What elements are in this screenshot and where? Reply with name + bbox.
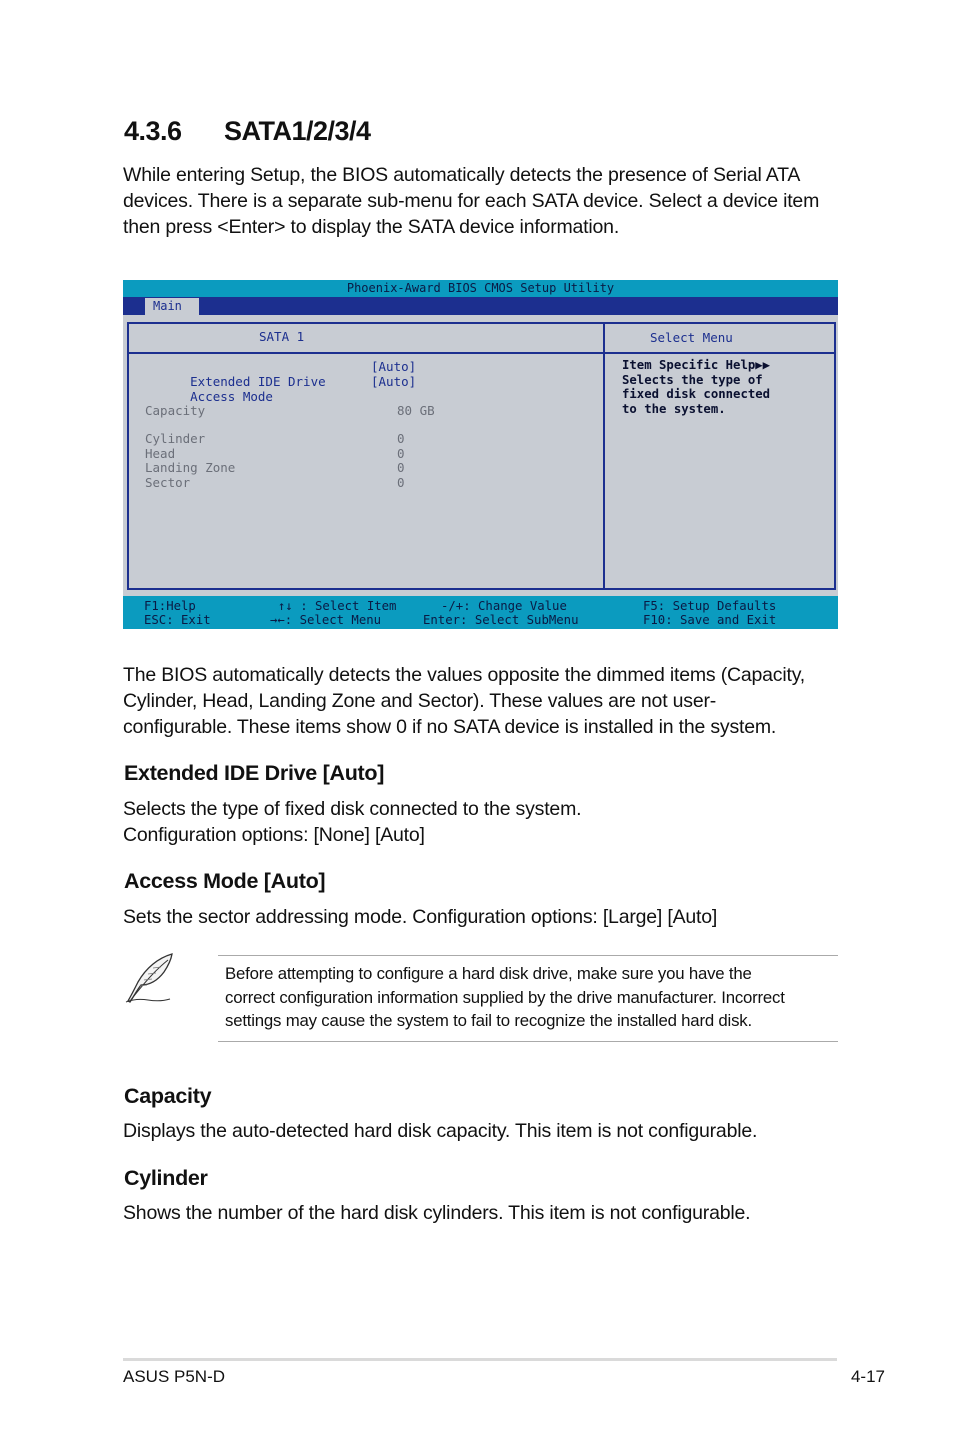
key-f1-help: F1:Help — [144, 599, 196, 613]
section-number: 4.3.6 — [124, 116, 182, 146]
bios-item-label: Access Mode — [190, 389, 273, 404]
help-line: Selects the type of — [622, 372, 763, 387]
section-title: SATA1/2/3/4 — [224, 116, 371, 146]
para-line: configurable. These items show 0 if no SATA device is installed in the system. — [123, 716, 777, 738]
intro-line: devices. There is a separate sub-menu for each SATA device. Select a device item — [123, 190, 820, 212]
bios-help-title: Select Menu — [650, 330, 733, 345]
extended-ide-paragraph — [123, 796, 843, 848]
key-esc-exit: ESC: Exit — [144, 613, 211, 627]
bios-capacity-label: Capacity — [145, 403, 206, 418]
help-line: fixed disk connected — [622, 387, 771, 401]
key-change-value: -/+: Change Value — [441, 599, 567, 613]
bios-help-text — [622, 358, 770, 416]
extended-ide-heading: Extended IDE Drive [Auto] — [124, 761, 385, 785]
para-line: Cylinder, Head, Landing Zone and Sector). These values are not user- — [123, 690, 717, 712]
bios-panel-title: SATA 1 — [259, 329, 305, 344]
bios-head-value: 0 — [397, 446, 405, 461]
note-line: Before attempting to configure a hard disk drive, make sure you have the — [225, 964, 752, 983]
intro-line: While entering Setup, the BIOS automatically detects the presence of Serial ATA — [123, 164, 801, 186]
key-enter-submenu: Enter: Select SubMenu — [423, 613, 579, 627]
bios-cylinder-label: Cylinder — [145, 431, 206, 446]
key-select-item: ↑↓ : Select Item — [278, 599, 397, 613]
bios-landing-zone-label: Landing Zone — [145, 460, 236, 475]
intro-paragraph — [123, 162, 843, 240]
cylinder-heading: Cylinder — [124, 1166, 208, 1190]
access-mode-heading: Access Mode [Auto] — [124, 869, 326, 893]
bios-help-divider — [605, 352, 834, 354]
bios-menu-bar — [123, 297, 838, 315]
capacity-heading: Capacity — [124, 1084, 212, 1108]
bios-key-legend — [123, 596, 838, 629]
bios-screen — [123, 280, 838, 629]
bios-item-value[interactable]: [Auto] — [371, 359, 417, 374]
bios-sector-value: 0 — [397, 475, 405, 490]
access-mode-paragraph: Sets the sector addressing mode. Configuration options: [Large] [Auto] — [123, 906, 718, 928]
bios-cylinder-value: 0 — [397, 431, 405, 446]
bios-title-bar: Phoenix-Award BIOS CMOS Setup Utility — [123, 280, 838, 297]
bios-capacity-value: 80 GB — [397, 403, 435, 418]
bios-settings-panel — [127, 322, 605, 590]
bios-tab-main[interactable]: Main — [145, 298, 199, 315]
footer-page-number: 4-17 — [850, 1367, 885, 1386]
capacity-paragraph: Displays the auto-detected hard disk capacity. This item is not configurable. — [123, 1120, 758, 1142]
key-select-menu: →←: Select Menu — [270, 613, 382, 627]
bios-item-label: Extended IDE Drive — [190, 374, 326, 389]
bios-item-value[interactable]: [Auto] — [371, 374, 417, 389]
bios-head-label: Head — [145, 446, 176, 461]
help-line: Item Specific Help▶▶ — [622, 358, 771, 372]
note-top-rule — [218, 955, 838, 956]
note-text — [225, 962, 835, 1033]
cylinder-paragraph: Shows the number of the hard disk cylinders. This item is not configurable. — [123, 1202, 751, 1224]
para-line: The BIOS automatically detects the values opposite the dimmed items (Capacity, — [123, 664, 806, 686]
key-f5-defaults: F5: Setup Defaults — [643, 599, 777, 613]
dimmed-items-paragraph — [123, 662, 863, 740]
note-line: correct configuration information supplied by the drive manufacturer. Incorrect — [225, 987, 785, 1007]
bios-sector-label: Sector — [145, 475, 191, 490]
help-line: to the system. — [622, 401, 726, 416]
footer-rule — [123, 1358, 837, 1361]
bios-panel-divider — [129, 352, 603, 354]
para-line: Selects the type of fixed disk connected to the system. — [123, 798, 582, 820]
note-bottom-rule — [218, 1041, 838, 1042]
note-line: settings may cause the system to fail to recognize the installed hard disk. — [225, 1011, 752, 1030]
feather-pen-icon — [122, 952, 178, 1004]
footer-product: ASUS P5N-D — [123, 1367, 226, 1386]
bios-landing-zone-value: 0 — [397, 460, 405, 475]
key-f10-save-exit: F10: Save and Exit — [643, 613, 777, 627]
para-line: Configuration options: [None] [Auto] — [123, 824, 425, 846]
intro-line: then press <Enter> to display the SATA device information. — [123, 216, 620, 238]
bios-help-panel — [605, 322, 836, 590]
